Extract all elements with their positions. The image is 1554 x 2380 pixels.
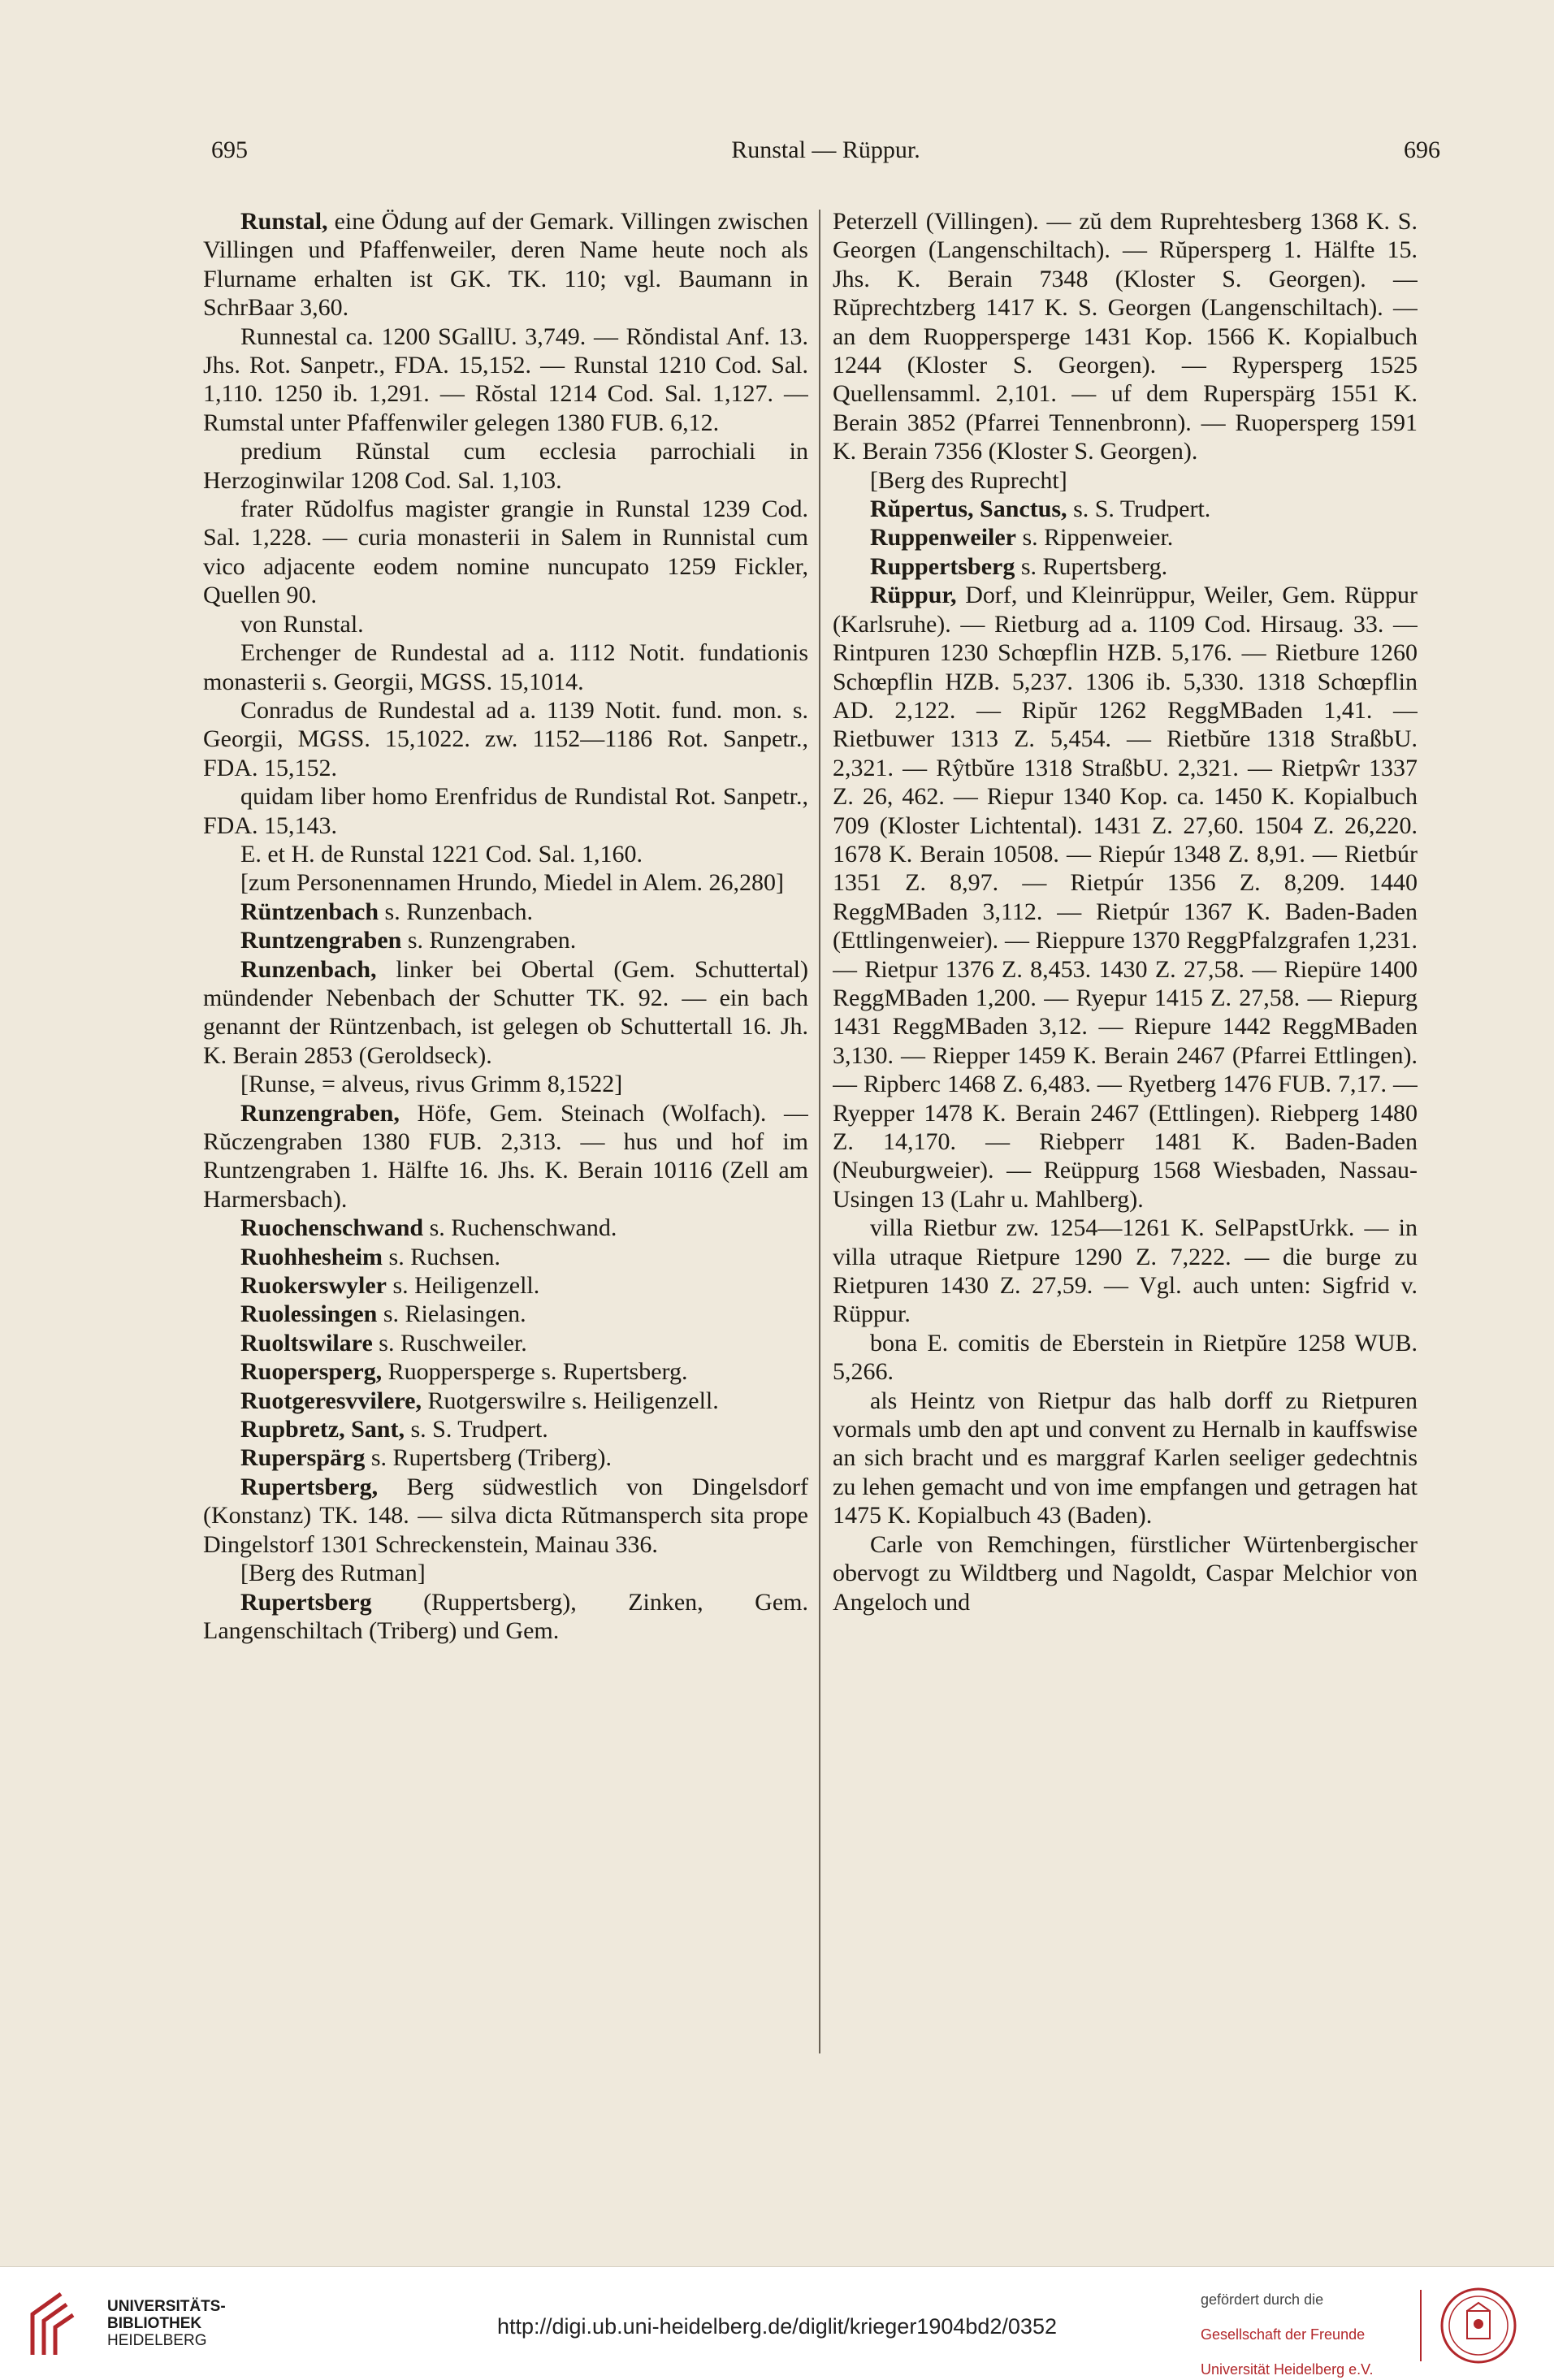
entry-paragraph	[833, 1214, 1418, 1329]
university-seal-icon	[1439, 2287, 1517, 2365]
entry-text: predium Rŭnstal cum ecclesia parrochiali in Herzoginwilar 1208 Cod. Sal. 1,103.	[203, 438, 808, 494]
entry-text: Dorf, und Kleinrüppur, Weiler, Gem. Rüppur (Karlsruhe). — Rietburg ad a. 1109 Cod. Hirsaug. 33. — Rintpuren 1230 Schœpflin HZB. 5,176. — Rietbure 1260 Schœpflin HZB. 5,237. 1306 ib. 5,330. 1318 Schœpflin AD. 2,122. — Ripŭr 1262 ReggMBaden 1,41. — Rietbuwer 1313 Z. 5,454. — Rietbŭre 1318 StraßbU. 2,321. — Rŷtbŭre 1318 StraßbU. 2,321. — Rietpŵr 1337 Z. 26, 462. — Riepur 1340 Kop. ca. 1450 K. Kopialbuch 709 (Kloster Lichtental). 1431 Z. 27,60. 1504 Z. 26,220. 1678 K. Berain 10508. — Riepúr 1348 Z. 8,91. — Rietbúr 1351 Z. 8,97. — Rietpúr 1356 Z. 8,209. 1440 ReggMBaden 3,112. — Rietpúr 1367 K. Baden-Baden (Ettlingenweier). — Rieppure 1370 ReggPfalzgrafen 1,231. — Rietpur 1376 Z. 8,453. 1430 Z. 27,58. — Riepüre 1400 ReggMBaden 1,200. — Ryepur 1415 Z. 27,58. — Riepurg 1431 ReggMBaden 3,12. — Riepure 1442 ReggMBaden 3,130. — Riepper 1459 K. Berain 2467 (Pfarrei Ettlingen). — Ripberc 1468 Z. 6,483. — Ryetberg 1476 FUB. 7,17. — Ryepper 1478 K. Berain 2467 (Ettlingen). Riebperg 1480 Z. 14,170. — Riebperr 1481 K. Baden-Baden (Neuburgweier). — Reüppurg 1568 Wiesbaden, Nassau-Usingen 13 (Lahr u. Mahlberg).	[833, 582, 1418, 1213]
entry-paragraph	[203, 1271, 808, 1300]
entry-text: s. S. Trudpert.	[1067, 495, 1211, 523]
entry-paragraph	[203, 1243, 808, 1271]
entry-text: [Berg des Rutman]	[240, 1560, 426, 1587]
entry-paragraph	[833, 466, 1418, 495]
left-column	[203, 207, 808, 2063]
entry-headword: Ruohhesheim	[240, 1243, 383, 1270]
entry-headword: Runtzengraben	[240, 927, 402, 954]
column-divider	[819, 210, 820, 2053]
page-header	[211, 136, 1440, 172]
entry-text: [Runse, = alveus, rivus Grimm 8,1522]	[240, 1071, 623, 1098]
entry-paragraph	[203, 898, 808, 926]
entry-text: Ruotgerswilre s. Heiligenzell.	[422, 1387, 719, 1414]
entry-paragraph	[203, 868, 808, 897]
entry-paragraph	[203, 1415, 808, 1443]
entry-paragraph	[203, 437, 808, 495]
entry-text: [Berg des Ruprecht]	[870, 466, 1067, 494]
entry-paragraph	[833, 552, 1418, 581]
library-name-line: HEIDELBERG	[107, 2332, 207, 2349]
entry-paragraph	[833, 495, 1418, 523]
entry-text: Erchenger de Rundestal ad a. 1112 Notit. fundationis monasterii s. Georgii, MGSS. 15,1014.	[203, 639, 808, 695]
entry-headword: Rupertsberg,	[240, 1473, 379, 1500]
entry-text: [zum Personennamen Hrundo, Miedel in Alem. 26,280]	[240, 869, 785, 897]
entry-paragraph	[203, 1070, 808, 1098]
entry-paragraph	[203, 1387, 808, 1415]
entry-paragraph	[833, 581, 1418, 1214]
entry-headword: Ruochenschwand	[240, 1214, 424, 1242]
entry-text: (Ruppertsberg), Zinken, Gem. Langenschiltach (Triberg) und Gem.	[203, 1588, 808, 1644]
entry-text: s. Rielasingen.	[377, 1300, 526, 1328]
entry-paragraph	[203, 1443, 808, 1472]
entry-text: Berg südwestlich von Dingelsdorf (Konstanz) TK. 148. — silva dicta Rŭtmansperch sita prope Dingelstorf 1301 Schreckenstein, Mainau 336.	[203, 1473, 808, 1558]
entry-headword: Runstal,	[240, 208, 328, 235]
entry-text: s. Ruschweiler.	[372, 1329, 527, 1357]
entry-paragraph	[833, 1387, 1418, 1530]
entry-paragraph	[833, 1329, 1418, 1387]
entry-paragraph	[203, 955, 808, 1071]
entry-headword: Ruppertsberg	[870, 552, 1015, 580]
library-name-line: UNIVERSITÄTS-	[107, 2298, 226, 2315]
society-name-line: Gesellschaft der Freunde	[1201, 2326, 1366, 2343]
entry-text: Höfe, Gem. Steinach (Wolfach). — Rŭczengraben 1380 FUB. 2,313. — hus und hof im Runtzengraben 1. Hälfte 16. Jhs. K. Berain 10116 (Zell am Harmersbach).	[203, 1099, 808, 1213]
entry-paragraph	[203, 1214, 808, 1242]
entry-headword: Runzenbach,	[240, 955, 377, 983]
entry-text: s. Ruchsen.	[383, 1243, 501, 1270]
entry-paragraph	[203, 926, 808, 954]
entry-text: eine Ödung auf der Gemark. Villingen zwischen Villingen und Pfaffenweiler, deren Name heute noch als Flurname erhalten ist GK. TK. 110; vgl. Baumann in SchrBaar 3,60.	[203, 208, 808, 322]
entry-text: s. Heiligenzell.	[386, 1272, 540, 1300]
entry-headword: Rüntzenbach	[240, 898, 379, 925]
entry-text: s. Runzengraben.	[401, 927, 577, 954]
right-page-number: 696	[1404, 136, 1440, 163]
left-page-number: 695	[211, 136, 248, 163]
entry-text: s. Rupertsberg (Triberg).	[365, 1444, 612, 1472]
sponsor-block	[1201, 2291, 1412, 2378]
entry-paragraph	[203, 840, 808, 868]
entry-text: als Heintz von Rietpur das halb dorff zu Rietpuren vormals umb den apt und convent zu Hernalb in kauffswise an sich bracht und es marggraf Karlen seeliger gedechtnis zu lehen gemacht und von ime empfangen und getragen hat 1475 K. Kopialbuch 43 (Baden).	[833, 1387, 1418, 1530]
sponsor-divider	[1420, 2290, 1422, 2361]
entry-paragraph	[203, 322, 808, 438]
entry-text: s. Runzenbach.	[379, 898, 533, 925]
entry-text: villa Rietbur zw. 1254—1261 K. SelPapstUrkk. — in villa utraque Rietpure 1290 Z. 7,222. — die burge zu Rietpuren 1430 Z. 27,59. — Vgl. auch unten: Sigfrid v. Rüppur.	[833, 1214, 1418, 1328]
entry-paragraph	[203, 638, 808, 696]
entry-headword: Ruppenweiler	[870, 524, 1016, 552]
entry-paragraph	[203, 1099, 808, 1214]
entry-text: Conradus de Rundestal ad a. 1139 Notit. fund. mon. s. Georgii, MGSS. 15,1022. zw. 1152—1186 Rot. Sanpetr., FDA. 15,152.	[203, 696, 808, 781]
entry-text: s. Rippenweier.	[1016, 524, 1174, 552]
running-title: Runstal — Rüppur.	[731, 136, 920, 163]
entry-headword: Rüppur,	[870, 582, 957, 609]
entry-headword: Rupbretz, Sant,	[240, 1416, 405, 1443]
society-name-line: Universität Heidelberg e.V.	[1201, 2361, 1374, 2378]
entry-paragraph	[203, 1300, 808, 1328]
entry-paragraph	[203, 1473, 808, 1559]
footer-bar	[0, 2266, 1554, 2380]
entry-headword: Rupertsberg	[240, 1588, 372, 1616]
entry-text: bona E. comitis de Eberstein in Rietpŭre 1258 WUB. 5,266.	[833, 1329, 1418, 1386]
entry-paragraph	[203, 782, 808, 840]
permalink-url[interactable]: http://digi.ub.uni-heidelberg.de/diglit/krieger1904bd2/0352	[496, 2314, 1057, 2339]
entry-headword: Runzengraben,	[240, 1099, 400, 1127]
entry-paragraph	[203, 610, 808, 638]
entry-text: E. et H. de Runstal 1221 Cod. Sal. 1,160.	[240, 840, 643, 868]
entry-headword: Ruokerswyler	[240, 1272, 387, 1300]
entry-paragraph	[203, 207, 808, 322]
entry-paragraph	[833, 1530, 1418, 1616]
entry-paragraph	[203, 495, 808, 610]
entry-paragraph	[203, 1559, 808, 1587]
entry-paragraph	[203, 696, 808, 782]
entry-text: von Runstal.	[240, 610, 364, 638]
entry-headword: Ruolessingen	[240, 1300, 378, 1328]
entry-text: frater Rŭdolfus magister grangie in Runstal 1239 Cod. Sal. 1,228. — curia monasterii in Salem in Runnistal cum vico adjacente eodem nomine nuncupato 1259 Fickler, Quellen 90.	[203, 495, 808, 609]
entry-text: s. Ruchenschwand.	[423, 1214, 617, 1242]
entry-paragraph	[203, 1588, 808, 1646]
entry-paragraph	[203, 1357, 808, 1386]
entry-text: Carle von Remchingen, fürstlicher Würtenbergischer obervogt zu Wildtberg und Nagoldt, Caspar Melchior von Angeloch und	[833, 1530, 1418, 1616]
library-name-line: BIBLIOTHEK	[107, 2315, 202, 2332]
sponsor-caption: gefördert durch die	[1201, 2291, 1324, 2308]
entry-paragraph	[833, 207, 1418, 466]
entry-paragraph	[833, 523, 1418, 552]
entry-headword: Ruotgeresvvilere,	[240, 1387, 422, 1414]
entry-text: Runnestal ca. 1200 SGallU. 3,749. — Rŏndistal Anf. 13. Jhs. Rot. Sanpetr., FDA. 15,152. — Runstal 1210 Cod. Sal. 1,110. 1250 ib. 1,291. — Rŏstal 1214 Cod. Sal. 1,127. — Rumstal unter Pfaffenwiler gelegen 1380 FUB. 6,12.	[203, 322, 808, 436]
right-column	[833, 207, 1418, 2063]
entry-text: s. Rupertsberg.	[1015, 552, 1168, 580]
entry-text: Peterzell (Villingen). — zŭ dem Ruprehtesberg 1368 K. S. Georgen (Langenschiltach). — Rŭpersperg 1. Hälfte 15. Jhs. K. Berain 7348 (Kloster S. Georgen). — Rŭprechtzberg 1417 K. S. Georgen (Langenschiltach). — an dem Ruoppersperge 1431 Kop. 1566 K. Kopialbuch 1244 (Kloster S. Georgen). — Rypersperg 1525 Quellensamml. 2,101. — uf dem Ruperspärg 1551 K. Berain 3852 (Pfarrei Tennenbronn). — Ruopersperg 1591 K. Berain 7356 (Kloster S. Georgen).	[833, 208, 1418, 465]
entry-headword: Ruperspärg	[240, 1444, 366, 1472]
entry-headword: Rŭpertus, Sanctus,	[870, 495, 1067, 523]
entry-text: Ruoppersperge s. Rupertsberg.	[382, 1358, 688, 1386]
entry-text: linker bei Obertal (Gem. Schuttertal) mündender Nebenbach der Schutter TK. 92. — ein bach genannt der Rüntzenbach, ist gelegen ob Schuttertall 16. Jh. K. Berain 2853 (Geroldseck).	[203, 955, 808, 1069]
entry-paragraph	[203, 1329, 808, 1357]
entry-text: s. S. Trudpert.	[404, 1416, 548, 1443]
entry-text: quidam liber homo Erenfridus de Rundistal Rot. Sanpetr., FDA. 15,143.	[203, 783, 808, 839]
entry-headword: Ruoltswilare	[240, 1329, 373, 1357]
entry-headword: Ruopersperg,	[240, 1358, 383, 1386]
